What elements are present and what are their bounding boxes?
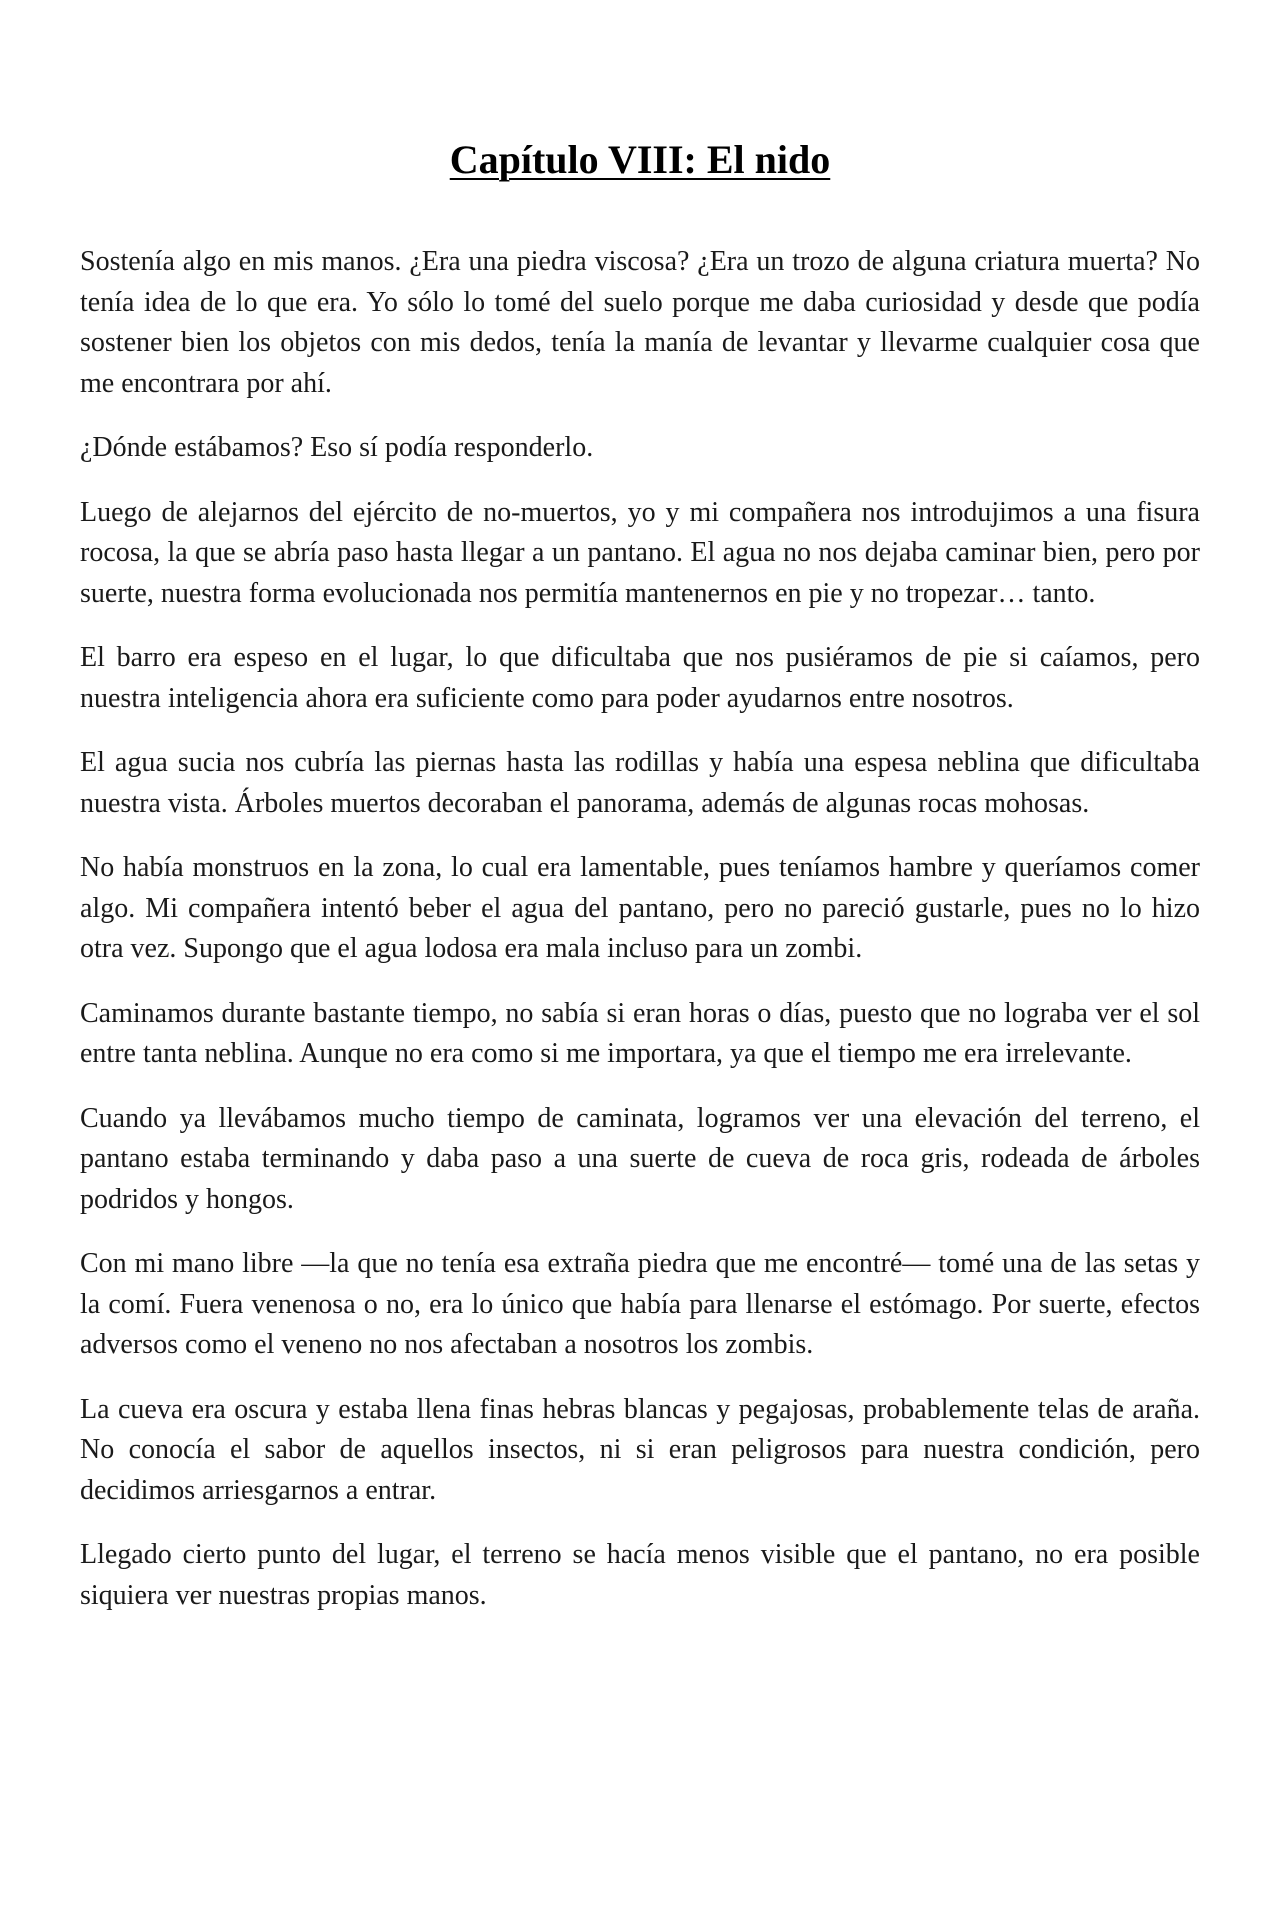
chapter-body (80, 242, 1200, 1616)
paragraph: Con mi mano libre —la que no tenía esa extraña piedra que me encontré— tomé una de las setas y la comí. Fuera venenosa o no, era lo único que había para llenarse el estómago. Por suerte, efectos adversos como el veneno no nos afectaban a nosotros los zombis. (80, 1248, 1200, 1360)
paragraph: El agua sucia nos cubría las piernas hasta las rodillas y había una espesa neblina que dificultaba nuestra vista. Árboles muertos decoraban el panorama, además de algunas rocas mohosas. (80, 747, 1200, 819)
paragraph: Luego de alejarnos del ejército de no-muertos, yo y mi compañera nos introdujimos a una fisura rocosa, la que se abría paso hasta llegar a un pantano. El agua no nos dejaba caminar bien, pero por suerte, nuestra forma evolucionada nos permitía mantenernos en pie y no tropezar… tanto. (80, 496, 1200, 609)
paragraph: La cueva era oscura y estaba llena finas hebras blancas y pegajosas, probablemente telas de araña. No conocía el sabor de aquellos insectos, ni si eran peligrosos para nuestra condición, pero decidimos arriesgarnos a entrar. (80, 1393, 1200, 1506)
paragraph: Sostenía algo en mis manos. ¿Era una piedra viscosa? ¿Era un trozo de alguna criatura muerta? No tenía idea de lo que era. Yo sólo lo tomé del suelo porque me daba curiosidad y desde que podía sostener bien los objetos con mis dedos, tenía la manía de levantar y llevarme cualquier cosa que me encontrara por ahí. (80, 246, 1200, 399)
paragraph: Caminamos durante bastante tiempo, no sabía si eran horas o días, puesto que no lograba ver el sol entre tanta neblina. Aunque no era como si me importara, ya que el tiempo me era irrelevante. (80, 997, 1200, 1069)
paragraph: El barro era espeso en el lugar, lo que dificultaba que nos pusiéramos de pie si caíamos, pero nuestra inteligencia ahora era suficiente como para poder ayudarnos entre nosotros. (80, 642, 1200, 714)
paragraph: Llegado cierto punto del lugar, el terreno se hacía menos visible que el pantano, no era posible siquiera ver nuestras propias manos. (80, 1539, 1200, 1611)
paragraph: No había monstruos en la zona, lo cual era lamentable, pues teníamos hambre y queríamos comer algo. Mi compañera intentó beber el agua del pantano, pero no pareció gustarle, pues no lo hizo otra vez. Supongo que el agua lodosa era mala incluso para un zombi. (80, 852, 1200, 964)
paragraph: ¿Dónde estábamos? Eso sí podía responderlo. (80, 432, 594, 463)
paragraph: Cuando ya llevábamos mucho tiempo de caminata, logramos ver una elevación del terreno, el pantano estaba terminando y daba paso a una suerte de cueva de roca gris, rodeada de árboles podridos y hongos. (80, 1102, 1200, 1215)
chapter-title: Capítulo VIII: El nido (449, 137, 831, 182)
